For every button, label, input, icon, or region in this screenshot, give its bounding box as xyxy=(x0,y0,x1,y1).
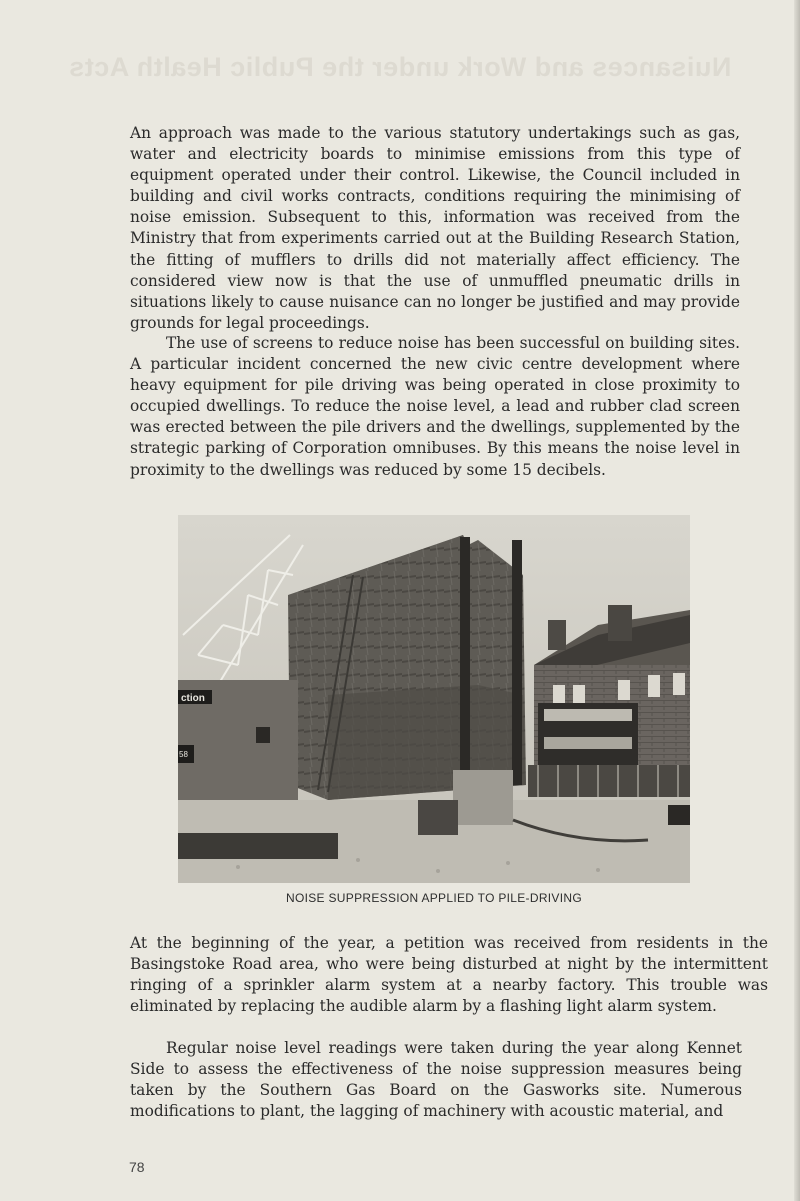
pile-driving-photo xyxy=(178,515,690,883)
bleed-through-heading: Nuisances and Work under the Public Health Acts xyxy=(68,52,732,82)
page-number: 78 xyxy=(129,1159,145,1175)
paragraph-sprinkler-alarm: At the beginning of the year, a petition was received from residents in the Basingstoke Road area, who were being disturbed at night by the intermittent ringing of a sprinkler alarm system at a nearby factory. This trouble was eliminated by replacing the audible alarm by a flashing light alarm system. xyxy=(130,934,768,1016)
paragraph-kennet-side-readings: Regular noise level readings were taken during the year along Kennet Side to assess the effectiveness of the noise suppression measures being taken by the Southern Gas Board on the Gasworks site. Numerous modifications to plant, the lagging of machinery with acoustic material, and xyxy=(130,1039,742,1121)
paragraph-noise-screens: The use of screens to reduce noise has been successful on building sites. A particular incident concerned the new civic centre development where heavy equipment for pile driving was being operated in close proximity to occupied dwellings. To reduce the noise level, a lead and rubber clad screen was erected between the pile drivers and the dwellings, supplemented by the strategic parking of Corporation omnibuses. By this means the noise level in proximity to the dwellings was reduced by some 15 decibels. xyxy=(130,334,740,479)
crane-cab-sign: ction xyxy=(181,693,205,704)
page-edge-shadow xyxy=(794,0,800,1201)
photo-caption: NOISE SUPPRESSION APPLIED TO PILE-DRIVING xyxy=(286,891,582,905)
crane-plate-sign: 58 xyxy=(179,750,188,759)
paragraph-statutory-undertakings: An approach was made to the various statutory undertakings such as gas, water and electricity boards to minimise emissions from this type of equipment operated under their control. Likewise, the Council included in building and civil works contracts, conditions requiring the minimising of noise emission. Subsequent to this, information was received from the Ministry that from experiments carried out at the Building Research Station, the fitting of mufflers to drills did not materially affect efficiency. The considered view now is that the use of unmuffled pneumatic drills in situations likely to cause nuisance can no longer be justified and may provide grounds for legal proceedings. xyxy=(130,124,740,332)
